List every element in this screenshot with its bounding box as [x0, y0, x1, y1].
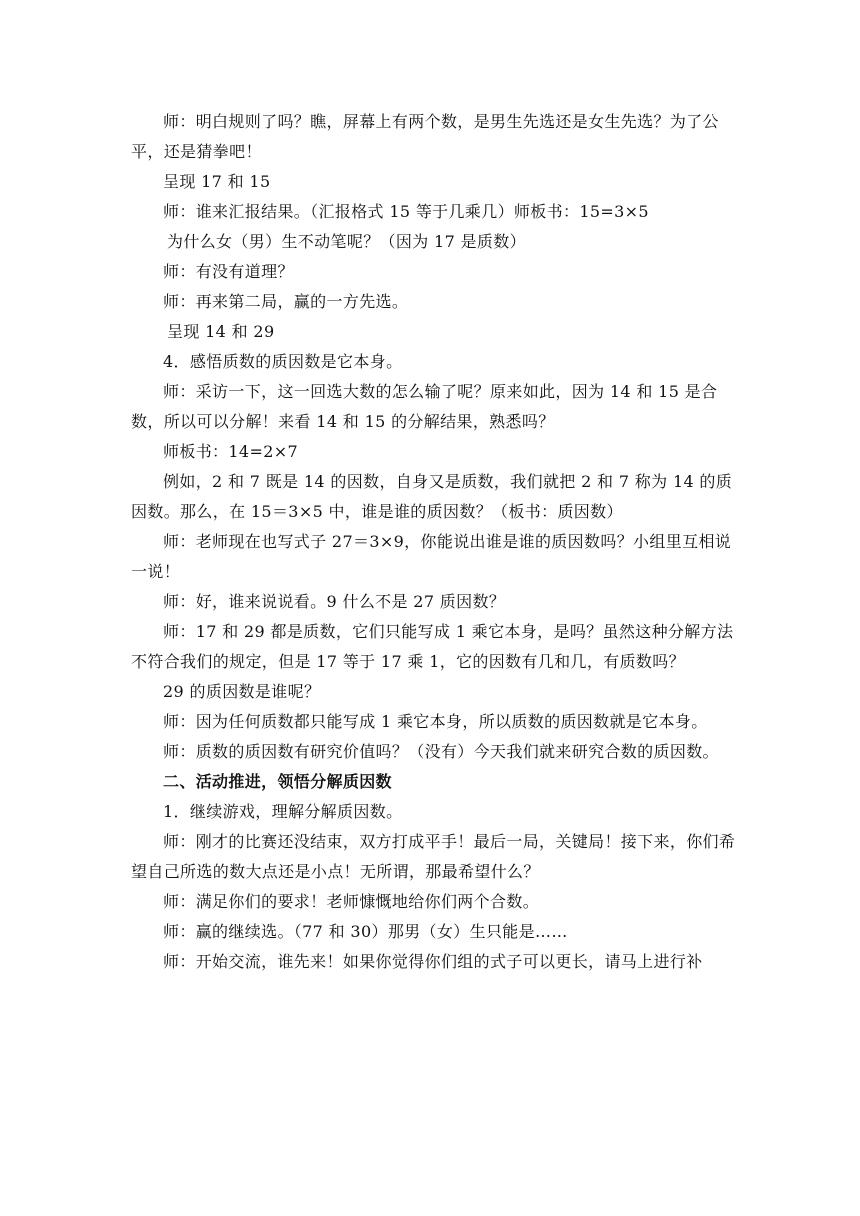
paragraph: 师板书：14=2×7 [163, 442, 299, 461]
paragraph: 师：满足你们的要求！老师慷慨地给你们两个合数。 [163, 892, 540, 911]
paragraph: 师：17 和 29 都是质数，它们只能写成 1 乘它本身，是吗？虽然这种分解方法不符合我们的规定，但是 17 等于 17 乘 1，它的因数有几和几，有质数吗？ [131, 622, 734, 671]
paragraph: 例如，2 和 7 既是 14 的因数，自身又是质数，我们就把 2 和 7 称为 14 的质因数。那么，在 15＝3×5 中，谁是谁的质因数？（板书：质因数） [131, 472, 733, 521]
paragraph: 师：老师现在也写式子 27＝3×9，你能说出谁是谁的质因数吗？小组里互相说一说！ [131, 532, 732, 581]
document-body [131, 107, 737, 977]
paragraph: 师：有没有道理？ [163, 262, 294, 281]
paragraph: 师：再来第二局，赢的一方先选。 [163, 292, 409, 311]
paragraph: 师：赢的继续选。（77 和 30）那男（女）生只能是…… [163, 922, 568, 941]
paragraph: 师：因为任何质数都只能写成 1 乘它本身，所以质数的质因数就是它本身。 [163, 712, 708, 731]
paragraph: 29 的质因数是谁呢？ [163, 682, 321, 701]
paragraph: 师：谁来汇报结果。（汇报格式 15 等于几乘几）师板书：15=3×5 [163, 202, 649, 221]
numbered-item: 1．继续游戏，理解分解质因数。 [163, 802, 403, 821]
paragraph: 为什么女（男）生不动笔呢？（因为 17 是质数） [167, 232, 526, 251]
paragraph: 师：明白规则了吗？瞧，屏幕上有两个数，是男生先选还是女生先选？为了公平，还是猜拳吧！ [131, 112, 719, 161]
paragraph: 师：刚才的比赛还没结束，双方打成平手！最后一局，关键局！接下来，你们希望自己所选的数大点还是小点！无所谓，那最希望什么？ [131, 832, 736, 881]
paragraph: 师：质数的质因数有研究价值吗？（没有）今天我们就来研究合数的质因数。 [163, 742, 719, 761]
paragraph: 呈现 14 和 29 [167, 322, 275, 341]
paragraph: 师：采访一下，这一回选大数的怎么输了呢？原来如此，因为 14 和 15 是合数，所以可以分解！来看 14 和 15 的分解结果，熟悉吗？ [131, 382, 718, 431]
paragraph: 呈现 17 和 15 [163, 172, 271, 191]
numbered-item: 4．感悟质数的质因数是它本身。 [163, 352, 403, 371]
paragraph: 师：开始交流，谁先来！如果你觉得你们组的式子可以更长，请马上进行补 [163, 952, 703, 971]
section-heading: 二、活动推进，领悟分解质因数 [163, 772, 392, 791]
paragraph: 师：好，谁来说说看。9 什么不是 27 质因数？ [163, 592, 506, 611]
